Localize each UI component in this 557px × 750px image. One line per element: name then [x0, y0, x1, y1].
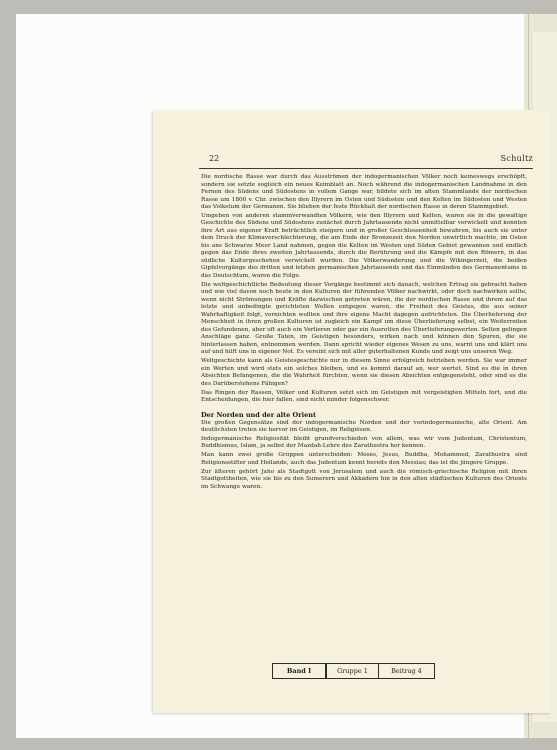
page-header: [209, 154, 533, 166]
paragraph-1: Die nordische Rasse war durch das Ausströmen der indogermanischen Völker noch keineswegs erschöpft, sondern sie setzte sogleich ein neues Keimblatt an. Noch während die indogermanischen Landnahme in den Fernen des Südens und Südostens in vollem Gange war, bildete sich im alten Stammlande der nordischen Rasse um 1800 v. Chr. zwischen den Illyrern im Osten und Südosten und den Kelten im Südosten und Westen das Volkstum der Germanen. Sie blieben der feste Rückhalt der nordischen Rasse in deren Stammgebiet.: [201, 174, 527, 210]
header-rule: [199, 168, 533, 169]
footer-beitrag: Beitrag 4: [391, 667, 422, 675]
footer-gruppe: Gruppe 1: [327, 664, 379, 678]
section-paragraph-2: Indogermanische Religiosität bleibt grundverschieden von allem, was wir vom Judentum, Christentum, Buddhismus, Islam, ja selbst der Mazdah-Lehre des Zarathustra her kennen.: [201, 435, 527, 450]
paragraph-3: Die weltgeschichtliche Bedeutung dieser Vorgänge bestimmt sich danach, welchen Ertrag sie gebracht haben und wie viel davon noch heute in den Kulturen der führenden Völker nachwirkt, oder doch nachwirken sollte, wenn nicht Strömungen und Kräfte dazwischen getreten wären, die der nordischen Rasse und ihrem auf das letzte und unbedingte gerichteten Wollen entgegen waren, die Freiheit des Geistes, die aus seiner Wahrhaftigkeit folgt, vernichten wollten und ihre eigene Macht dagegen aufrichteten. Die Überlieferung der Menschheit in ihren großen Kulturen ist zugleich ein Kampf um diese Überlieferung selbst, ein Weiterreiten des Gefundenen, aber oft auch ein Verlieren oder gar ein Ausrotten des Überlieferungswerten. Selten gelingen Anschläge ganz. Große Taten, im Geistigen besonders, wirken nach und können den Spuren, die sie hinterlassen haben, entnommen werden. Dann spricht wieder eigenes Wesen zu uns, warnt uns und klärt uns auf und hilft uns in eigener Not. Es vereint sich mit aller guterhaltenen Kunde und zeigt uns unseren Weg.: [201, 281, 527, 356]
section-heading: Der Norden und der alte Orient: [201, 410, 316, 419]
section-paragraph-4: Zur älteren gehört Jaho als Stadtgott von Jerusalem und auch die römisch-griechische Religion mit ihren Stadtgottheiten, wie sie bis zu den Sumerern und Akkadern hin in den alten städtischen Kulturen des Orients im Schwange waren.: [201, 468, 527, 490]
body-text: [201, 174, 527, 493]
author-name: Schultz: [500, 154, 533, 163]
paragraph-2: Umgeben von anderen stammverwandten Völkern, wie den Illyrern und Kelten, waren sie in die gewaltige Geschichte des Südens und Südostens zunächst durch Jahrtausende nicht unmittelbar verwickelt und konnten ihre Art aus eigener Kraft beträchtlich steigern und in großer Geschlossenheit bewahren, bis auch sie unter dem Druck der Klimaverschlechterung, die am Ende der Bronzezeit den Norden unwirtlich machte, im Osten bis ans Schwarze Meer Land nahmen, gegen die Kelten im Westen und Süden Gebiet gewannen und endlich gegen das Ende ihres zweiten Jahrtausends, durch die Berührung und die Kämpfe mit den Römern, in das südliche Kulturgeschehen verwickelt wurden. Die Völkerwanderung und die Wikingerzeit, die beiden Gipfelvorgänge des dritten und letzten germanischen Jahrtausends und das Einmünden des Germanentums in das Deutschtum, waren die Folge.: [201, 212, 527, 279]
footer-reference-box: [272, 663, 435, 679]
document-sheet: [153, 110, 551, 713]
page-number: 22: [209, 154, 220, 163]
footer-band: Band I: [273, 664, 327, 678]
section-paragraph-1: Die großen Gegensätze sind der indogermanische Norden und der vorindogermanische, alte Orient. Am deutlichsten treten sie hervor im Geistigen, im Religiösen.: [201, 419, 527, 434]
section-paragraph-3: Man kann zwei große Gruppen unterscheiden: Moses, Jesus, Buddha, Mohammed, Zarathustra sind Religionsstifter und Heilande, auch das Judentum kennt bereits den Messias; das ist die jüngere Gruppe.: [201, 452, 527, 466]
paragraph-4: Weltgeschichte kann als Geistesgeschichte nur in diesem Sinne erfolgreich betrieben werden. Sie war immer ein Werten und wird stets ein solches bleiben, und es kommt darauf an, wer wertet. Sind es die in ihren Absichten Befangenen, die die Wahrheit fürchten, wenn sie diesen Absichten entgegensteht, oder sind es die des Darüberstehens Fähigen?: [201, 358, 527, 387]
paragraph-5: Das Ringen der Rassen, Völker und Kulturen setzt sich im Geistigen mit vergeistigten Mitteln fort, und die Entscheidungen, die hier fallen, sind nicht minder folgenschwer.: [201, 389, 527, 404]
